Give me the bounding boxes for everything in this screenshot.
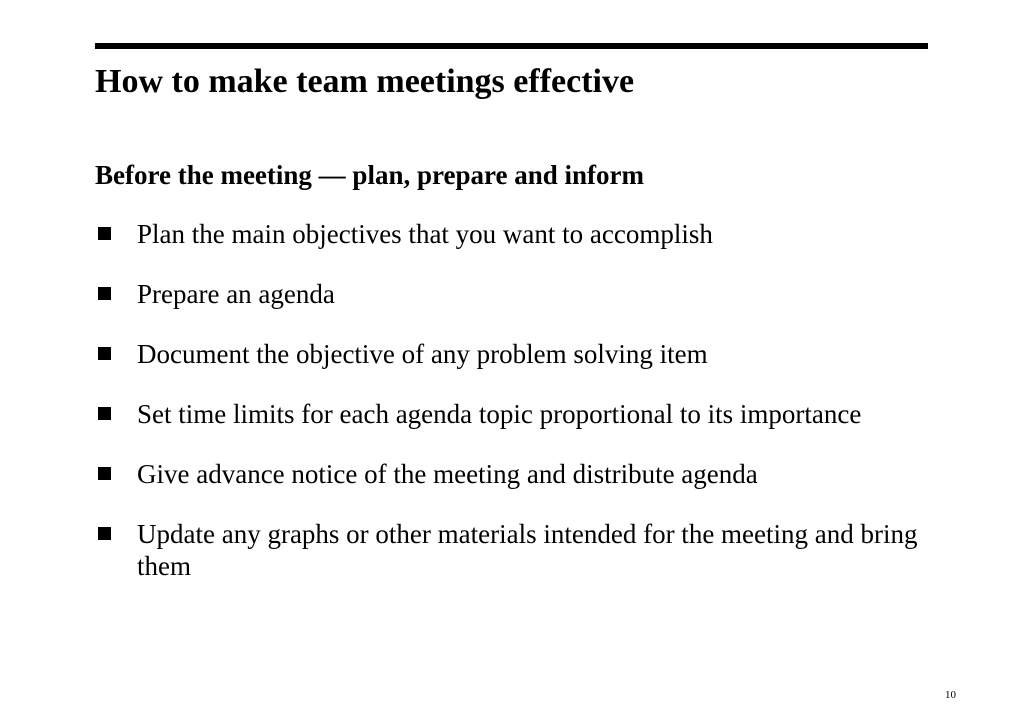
bullet-item [95,218,935,250]
bullet-text: Document the objective of any problem solving item [137,339,708,369]
square-bullet-icon [98,347,111,360]
slide-title: How to make team meetings effective [95,63,635,100]
square-bullet-icon [98,467,111,480]
square-bullet-icon [98,227,111,240]
bullet-list [95,218,935,610]
square-bullet-icon [98,287,111,300]
bullet-item [95,398,935,430]
section-subheading: Before the meeting — plan, prepare and inform [95,160,644,190]
square-bullet-icon [98,407,111,420]
bullet-text: Set time limits for each agenda topic proportional to its importance [137,399,862,429]
bullet-text: Give advance notice of the meeting and distribute agenda [137,459,758,489]
bullet-item [95,518,935,582]
bullet-item [95,278,935,310]
title-rule-divider [95,43,928,49]
bullet-item [95,338,935,370]
bullet-text: Update any graphs or other materials intended for the meeting and bring them [137,519,918,581]
square-bullet-icon [98,527,111,540]
bullet-item [95,458,935,490]
bullet-text: Prepare an agenda [137,279,335,309]
page-number: 10 [945,689,956,701]
bullet-text: Plan the main objectives that you want to accomplish [137,219,713,249]
